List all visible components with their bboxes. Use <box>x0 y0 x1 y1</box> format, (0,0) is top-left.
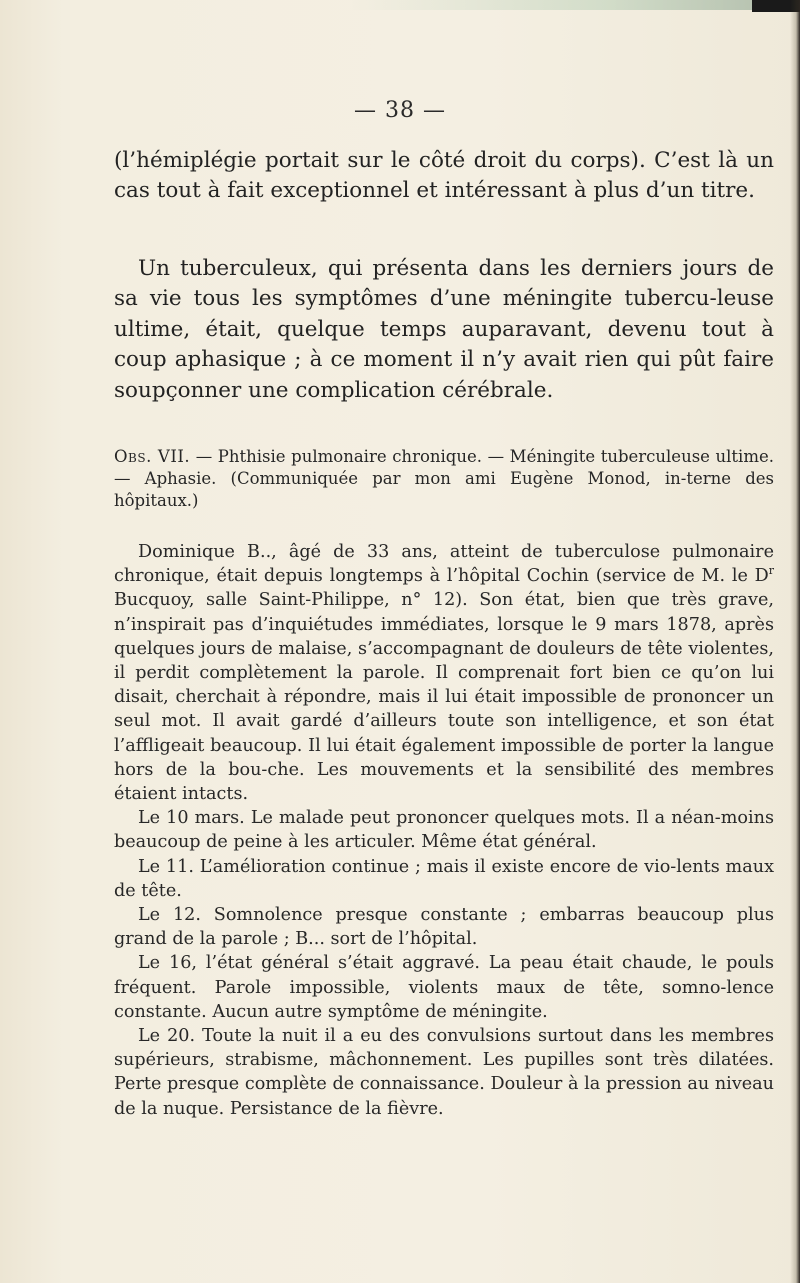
paragraph-text: Un tuberculeux, qui présenta dans les derniers jours de sa vie tous les symptômes d’une méningite tubercu-leuse ultime, était, quelque temps auparavant, devenu tout à coup aphasique ; à ce moment il n’y avait rien qui pût faire soupçonner une complication cérébrale. <box>114 256 774 403</box>
case-entry: Le 12. Somnolence presque constante ; embarras beaucoup plus grand de la parole ; B... sort de l’hôpital. <box>114 905 774 950</box>
observation-heading <box>114 446 774 511</box>
case-intro <box>114 540 774 806</box>
case-intro-text-a: Dominique B.., âgé de 33 ans, atteint de tuberculose pulmonaire chronique, était depuis longtemps à l’hôpital Cochin (service de M. le D <box>114 542 774 587</box>
observation-title: — Phthisie pulmonaire chronique. — Méningite tuberculeuse ultime. — Aphasie. (Communiquée par mon ami Eugène Monod, in-terne des hôpitaux.) <box>114 447 774 510</box>
case-entry: Le 20. Toute la nuit il a eu des convulsions surtout dans les membres supérieurs, strabisme, mâchonnement. Les pupilles sont très dilatées. Perte presque complète de connaissance. Douleur à la pression au niveau de la nuque. Persistance de la fièvre. <box>114 1026 774 1119</box>
case-intro-text-b: Bucquoy, salle Saint-Philippe, n° 12). Son état, bien que très grave, n’inspirait pas d’inquiétudes immédiates, lorsque le 9 mars 1878, après quelques jours de malaise, s’accompagnant de douleurs de tête violentes, il perdit complètement la parole. Il comprenait fort bien ce qu’on lui disait, cherchait à répondre, mais il lui était impossible de prononcer un seul mot. Il avait gardé d’ailleurs toute son intelligence, et son état l’affligeait beaucoup. Il lui était également impossible de porter la langue hors de la bou-che. Les mouvements et la sensibilité des membres étaient intacts. <box>114 590 774 805</box>
doctor-superscript: r <box>768 564 774 578</box>
case-entry: Le 16, l’état général s’était aggravé. La peau était chaude, le pouls fréquent. Parole impossible, violents maux de tête, somno-lence constante. Aucun autre symptôme de méningite. <box>114 953 774 1022</box>
page-edge-shadow <box>790 0 800 1283</box>
paragraph-text: (l’hémiplégie portait sur le côté droit du corps). C’est là un cas tout à fait exceptionnel et intéressant à plus d’un titre. <box>114 148 774 204</box>
page-number: — 38 — <box>354 98 446 123</box>
observation-label: Obs. VII. <box>114 447 191 466</box>
paragraph-tuberculeux <box>114 254 774 406</box>
scan-top-band <box>350 0 780 10</box>
case-entry: Le 10 mars. Le malade peut prononcer quelques mots. Il a néan-moins beaucoup de peine à les articuler. Même état général. <box>114 808 774 853</box>
case-entry: Le 11. L’amélioration continue ; mais il existe encore de vio-lents maux de tête. <box>114 856 774 901</box>
case-report <box>114 540 774 1121</box>
paragraph-continuation <box>114 146 774 207</box>
